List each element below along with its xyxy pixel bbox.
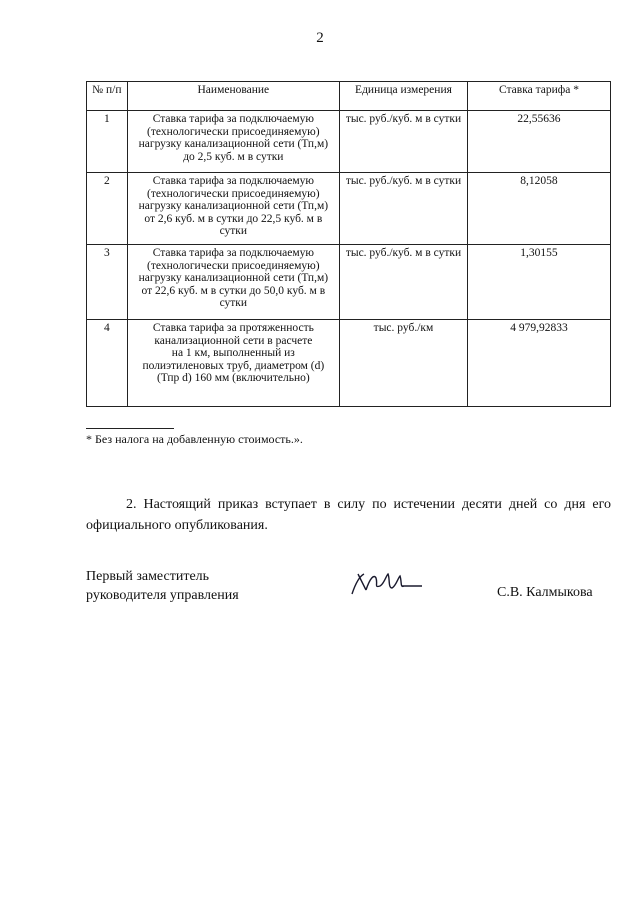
tariff-table bbox=[86, 81, 611, 407]
row-rate: 8,12058 bbox=[467, 173, 610, 245]
row-unit: тыс. руб./куб. м в сутки bbox=[339, 111, 467, 173]
table-row bbox=[87, 111, 611, 173]
table-header-row bbox=[87, 82, 611, 111]
row-name bbox=[127, 111, 339, 173]
row-rate: 22,55636 bbox=[467, 111, 610, 173]
header-number: № п/п bbox=[87, 82, 128, 111]
row-name-line: сутки bbox=[219, 225, 248, 238]
row-name-line: канализационной сети в расчете bbox=[154, 334, 313, 347]
row-name bbox=[127, 320, 339, 407]
row-rate: 1,30155 bbox=[467, 245, 610, 320]
row-name-line: нагрузку канализационной сети (Тп,м) bbox=[138, 272, 329, 285]
row-name-line: нагрузку канализационной сети (Тп,м) bbox=[138, 200, 329, 213]
row-number: 1 bbox=[87, 111, 128, 173]
body-paragraph: 2. Настоящий приказ вступает в силу по истечении десяти дней со дня его официального опубликования. bbox=[86, 497, 611, 533]
row-name-line: (технологически присоединяемую) bbox=[147, 125, 320, 138]
header-name: Наименование bbox=[127, 82, 339, 111]
table-row bbox=[87, 245, 611, 320]
row-unit: тыс. руб./км bbox=[339, 320, 467, 407]
row-name-line: нагрузку канализационной сети (Тп,м) bbox=[138, 138, 329, 151]
row-rate: 4 979,92833 bbox=[467, 320, 610, 407]
handwritten-signature bbox=[346, 568, 426, 600]
signatory-title-line2: руководителя управления bbox=[86, 588, 239, 603]
signatory-title-line1: Первый заместитель bbox=[86, 569, 210, 584]
row-name-line: от 22,6 куб. м в сутки до 50,0 куб. м в bbox=[141, 284, 326, 297]
table-row bbox=[87, 173, 611, 245]
footnote: * Без налога на добавленную стоимость.». bbox=[86, 432, 303, 446]
row-name-line: на 1 км, выполненный из bbox=[171, 347, 295, 360]
row-name bbox=[127, 173, 339, 245]
row-number: 3 bbox=[87, 245, 128, 320]
row-unit: тыс. руб./куб. м в сутки bbox=[339, 173, 467, 245]
row-name-line: Ставка тарифа за протяженность bbox=[152, 322, 314, 334]
footnote-divider bbox=[86, 428, 174, 429]
signatory-name: С.В. Калмыкова bbox=[497, 585, 593, 600]
row-name-line: Ставка тарифа за подключаемую bbox=[152, 113, 314, 125]
row-name-line: полиэтиленовых труб, диаметром (d) bbox=[142, 359, 325, 372]
row-name bbox=[127, 245, 339, 320]
header-rate: Ставка тарифа * bbox=[467, 82, 610, 111]
row-number: 2 bbox=[87, 173, 128, 245]
row-name-line: Ставка тарифа за подключаемую bbox=[152, 175, 314, 187]
row-name-line: до 2,5 куб. м в сутки bbox=[183, 150, 284, 163]
row-name-line: Ставка тарифа за подключаемую bbox=[152, 247, 314, 259]
row-name-line: (технологически присоединяемую) bbox=[147, 259, 320, 272]
row-name-line: от 2,6 куб. м в сутки до 22,5 куб. м в bbox=[144, 212, 323, 225]
signatory-title bbox=[86, 567, 239, 605]
table-row bbox=[87, 320, 611, 407]
row-name-line: сутки bbox=[219, 297, 248, 310]
row-unit: тыс. руб./куб. м в сутки bbox=[339, 245, 467, 320]
row-name-line: (Тпр d) 160 мм (включительно) bbox=[156, 372, 310, 385]
page-number: 2 bbox=[316, 30, 324, 46]
row-number: 4 bbox=[87, 320, 128, 407]
row-name-line: (технологически присоединяемую) bbox=[147, 187, 320, 200]
header-unit: Единица измерения bbox=[339, 82, 467, 111]
